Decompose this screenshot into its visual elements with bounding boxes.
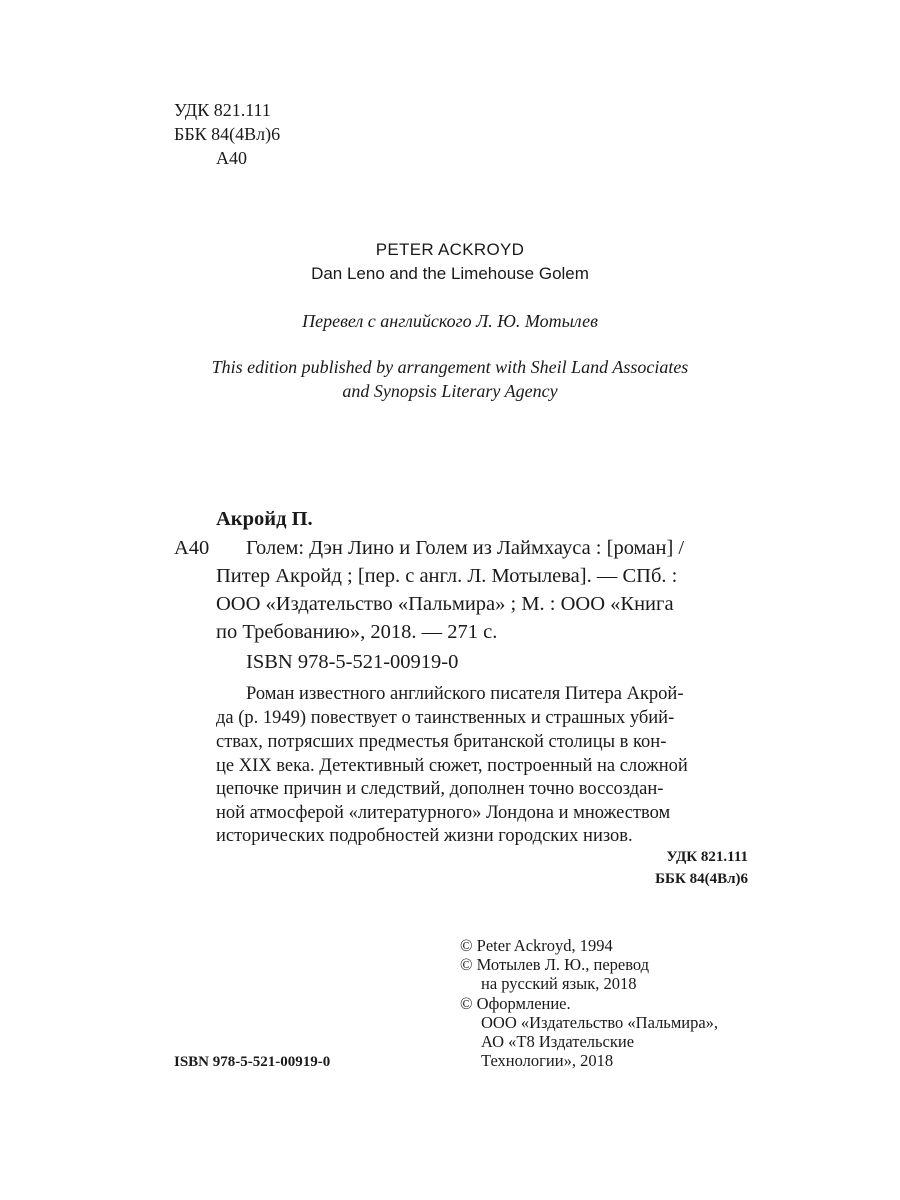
annotation-line: да (р. 1949) повествует о таинственных и страшных убий-	[216, 708, 675, 728]
copyright-line: © Оформление.	[460, 994, 571, 1013]
original-author: PETER ACKROYD	[375, 240, 525, 259]
annotation-line: ной атмосферой «литературного» Лондона и множеством	[216, 803, 671, 823]
annotation-udk: УДК 821.111	[666, 849, 748, 865]
copyright-line: Технологии», 2018	[481, 1051, 614, 1070]
annotation-line: це XIX века. Детективный сюжет, построенный на сложной	[216, 756, 688, 776]
arrangement-line-2: and Synopsis Literary Agency	[342, 381, 558, 401]
author-mark: А40	[216, 148, 247, 168]
card-line: Питер Акройд ; [пер. с англ. Л. Мотылева]. — СПб. :	[216, 565, 678, 587]
annotation-line: ствах, потрясших предместья британской столицы в кон-	[216, 732, 667, 752]
card-line: по Требованию», 2018. — 271 с.	[216, 621, 498, 643]
annotation-line: цепочке причин и следствий, дополнен точно воссоздан-	[216, 779, 664, 799]
annotation-line: Роман известного английского писателя Питера Акрой-	[246, 684, 684, 704]
card-line: ООО «Издательство «Пальмира» ; М. : ООО «Книга	[216, 593, 674, 615]
card-isbn: ISBN 978-5-521-00919-0	[246, 651, 459, 673]
udk-code: УДК 821.111	[174, 100, 271, 120]
translator-note: Перевел с английского Л. Ю. Мотылев	[302, 311, 598, 331]
bbk-code: ББК 84(4Вл)6	[174, 124, 281, 144]
annotation-bbk: ББК 84(4Вл)6	[655, 871, 748, 887]
card-author-heading: Акройд П.	[216, 508, 313, 530]
footer-isbn: ISBN 978-5-521-00919-0	[174, 1054, 331, 1070]
arrangement-line-1: This edition published by arrangement with Sheil Land Associates	[211, 357, 689, 377]
copyright-line: ООО «Издательство «Пальмира»,	[481, 1013, 719, 1032]
card-mark: А40	[174, 537, 210, 559]
copyright-line: © Peter Ackroyd, 1994	[460, 936, 613, 955]
copyright-line: © Мотылев Л. Ю., перевод	[460, 955, 650, 974]
annotation-line: исторических подробностей жизни городских низов.	[216, 826, 633, 846]
copyright-line: на русский язык, 2018	[481, 974, 637, 993]
card-line: Голем: Дэн Лино и Голем из Лаймхауса : [роман] /	[246, 537, 685, 559]
copyright-line: АО «Т8 Издательские	[481, 1032, 635, 1051]
original-title: Dan Leno and the Limehouse Golem	[311, 264, 589, 283]
